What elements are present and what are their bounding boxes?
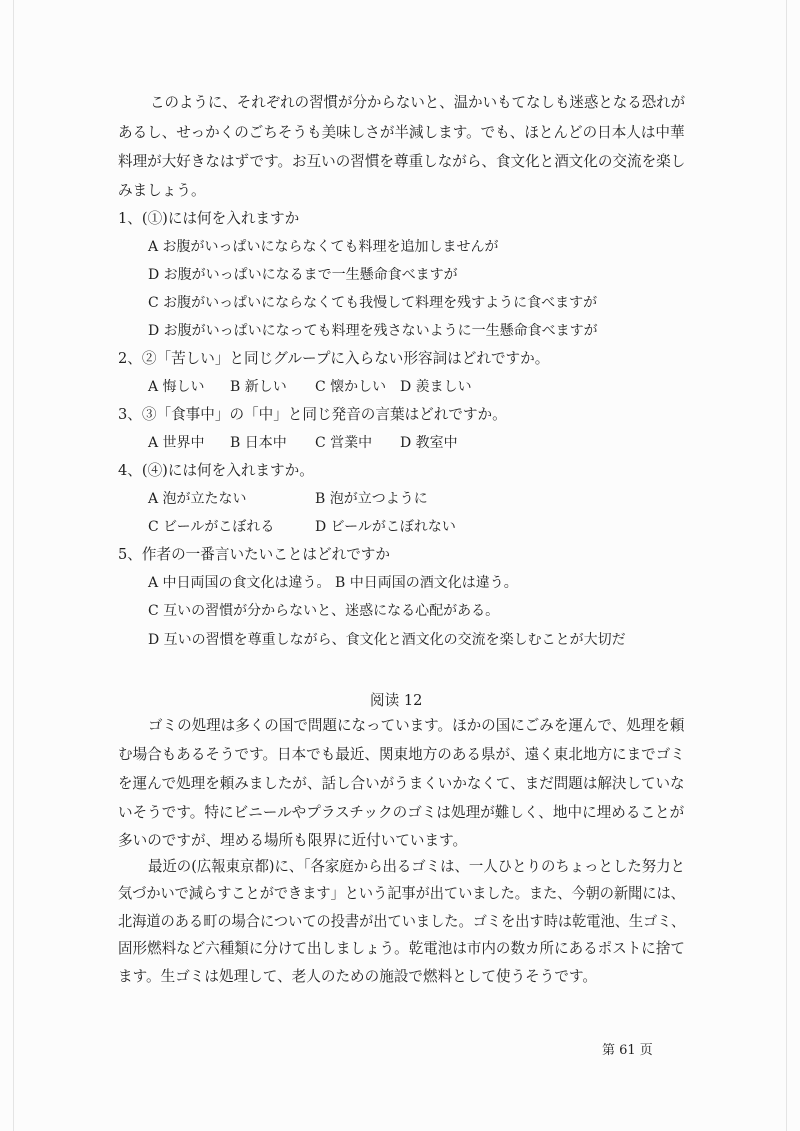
question-4-option-a: A 泡が立たない <box>148 491 247 507</box>
passage11-line-3: 料理が大好きなはずです。お互いの習慣を尊重しながら、食文化と酒文化の交流を楽し <box>118 153 686 170</box>
scan-edge-left <box>13 0 14 1131</box>
question-2-option-a: A 悔しい <box>148 379 205 395</box>
reading-12-title: 阅读 12 <box>370 692 423 709</box>
question-2-option-d: D 羨ましい <box>400 379 472 395</box>
question-1-option-d: D お腹がいっぱいになっても料理を残さないように一生懸命食べますが <box>148 323 598 339</box>
question-4-option-d: D ビールがこぼれない <box>315 519 456 535</box>
question-3-stem: 3、③「食事中」の「中」と同じ発音の言葉はどれですか。 <box>118 406 507 423</box>
question-1-stem: 1、(①)には何を入れますか <box>118 210 300 227</box>
question-3-option-c: C 営業中 <box>315 435 373 451</box>
question-2-option-b: B 新しい <box>230 379 287 395</box>
passage12-p2-line-4: 固形燃料など六種類に分けて出しましょう。乾電池は市内の数カ所にあるポストに捨て <box>118 940 685 957</box>
passage11-line-4: みましょう。 <box>118 182 206 199</box>
passage11-line-1: このように、それぞれの習慣が分からないと、温かいもてなしも迷惑となる恐れが <box>150 94 686 111</box>
question-3-option-d: D 教室中 <box>400 435 458 451</box>
question-5-stem: 5、作者の一番言いたいことはどれですか <box>118 546 390 563</box>
question-5-option-a: A 中日両国の食文化は違う。 <box>148 575 331 591</box>
passage12-p2-line-2: 気づかいで減らすことができます」という記事が出ていました。また、今朝の新聞には、 <box>118 885 685 902</box>
passage12-p1-line-1: ゴミの処理は多くの国で問題になっています。ほかの国にごみを運んで、処理を頼 <box>148 717 685 734</box>
question-3-option-b: B 日本中 <box>230 435 287 451</box>
question-4-option-c: C ビールがこぼれる <box>148 519 275 535</box>
passage11-line-2: あるし、せっかくのごちそうも美味しさが半減します。でも、ほとんどの日本人は中華 <box>118 124 685 141</box>
page-number: 第 61 页 <box>602 1043 653 1058</box>
passage12-p2-line-3: 北海道のある町の場合についての投書が出ていました。ゴミを出す時は乾電池、生ゴミ、 <box>118 913 686 930</box>
scan-edge-right <box>786 0 787 1131</box>
question-3-option-a: A 世界中 <box>148 435 205 451</box>
question-4-option-b: B 泡が立つように <box>315 491 428 507</box>
question-5-option-b: B 中日両国の酒文化は違う。 <box>335 575 518 591</box>
question-4-stem: 4、(④)には何を入れますか。 <box>118 462 314 479</box>
passage12-p1-line-5: 多いのですが、埋める場所も限界に近付いています。 <box>118 832 468 849</box>
passage12-p2-line-1: 最近の(広報東京都)に、「各家庭から出るゴミは、一人ひとりのちょっとした努力と <box>148 858 685 875</box>
question-1-option-c: C お腹がいっぱいにならなくても我慢して料理を残すように食べますが <box>148 295 598 311</box>
question-5-option-d: D 互いの習慣を尊重しながら、食文化と酒文化の交流を楽しむことが大切だ <box>148 632 626 648</box>
question-2-option-c: C 懐かしい <box>315 379 387 395</box>
question-1-option-b: D お腹がいっぱいになるまで一生懸命食べますが <box>148 267 458 283</box>
passage12-p1-line-4: いそうです。特にビニールやプラスチックのゴミは処理が難しく、地中に埋めることが <box>118 804 685 821</box>
question-1-option-a: A お腹がいっぱいにならなくても料理を追加しませんが <box>148 239 499 255</box>
question-2-stem: 2、②「苦しい」と同じグループに入らない形容詞はどれですか。 <box>118 350 550 367</box>
passage12-p1-line-3: を運んで処理を頼みましたが、話し合いがうまくいかなくて、まだ問題は解決していな <box>118 775 685 792</box>
question-5-option-c: C 互いの習慣が分からないと、迷惑になる心配がある。 <box>148 603 500 619</box>
passage12-p1-line-2: む場合もあるそうです。日本でも最近、関東地方のある県が、遠く東北地方にまでゴミ <box>118 746 685 763</box>
passage12-p2-line-5: ます。生ゴミは処理して、老人のための施設で燃料として使うそうです。 <box>118 968 597 985</box>
